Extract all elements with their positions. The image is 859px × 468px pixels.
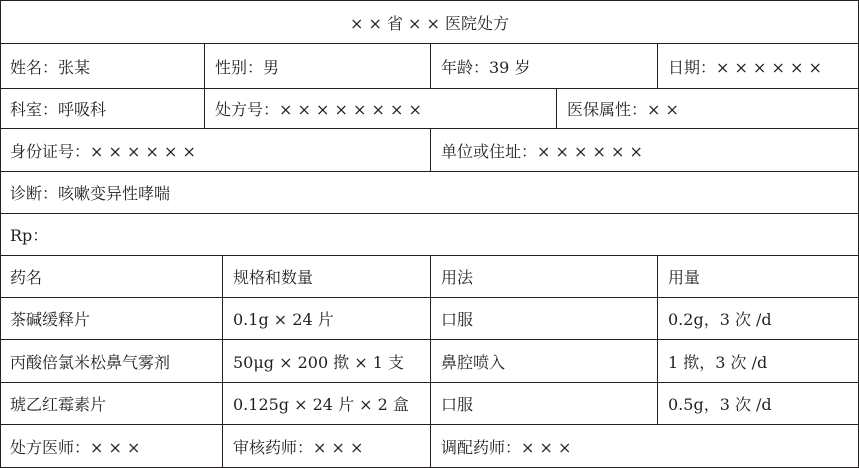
diagnosis: 诊断：咳嗽变异性哮喘	[10, 184, 171, 203]
form-title: × × 省 × × 医院处方	[349, 13, 510, 33]
column-header-usage: 用法	[441, 268, 474, 287]
address: 单位或住址：× × × × × ×	[441, 141, 643, 161]
reviewing-pharmacist: 审核药师：× × ×	[233, 437, 364, 457]
column-header-drug: 药名	[10, 268, 43, 287]
drug-name: 丙酸倍氯米松鼻气雾剂	[10, 352, 171, 372]
drug-spec: 50μg × 200 揿 × 1 支	[233, 352, 405, 372]
drug-name: 茶碱缓释片	[10, 310, 91, 329]
rp-label: Rp：	[10, 226, 49, 245]
column-header-spec: 规格和数量	[233, 268, 314, 287]
dispensing-pharmacist: 调配药师：× × ×	[441, 437, 572, 457]
drug-dosage: 1 揿，3 次 /d	[668, 352, 768, 372]
prescribing-doctor: 处方医师：× × ×	[10, 437, 141, 457]
department: 科室：呼吸科	[10, 100, 107, 119]
drug-spec: 0.125g × 24 片 × 2 盒	[233, 395, 409, 414]
drug-usage: 口服	[441, 310, 474, 329]
drug-dosage: 0.2g，3 次 /d	[668, 310, 772, 329]
column-header-dosage: 用量	[668, 268, 701, 287]
patient-gender: 性别：男	[215, 57, 280, 77]
id-number: 身份证号：× × × × × ×	[10, 141, 196, 161]
drug-dosage: 0.5g，3 次 /d	[668, 395, 772, 414]
patient-name: 姓名：张某	[10, 57, 91, 77]
drug-usage: 口服	[441, 395, 474, 414]
patient-age: 年龄：39 岁	[441, 57, 531, 77]
insurance-type: 医保属性：× ×	[567, 100, 679, 119]
drug-spec: 0.1g × 24 片	[233, 310, 334, 329]
drug-usage: 鼻腔喷入	[441, 352, 506, 372]
prescription-number: 处方号：× × × × × × × ×	[215, 100, 422, 119]
drug-name: 琥乙红霉素片	[10, 395, 107, 414]
prescription-date: 日期：× × × × × ×	[668, 57, 822, 77]
